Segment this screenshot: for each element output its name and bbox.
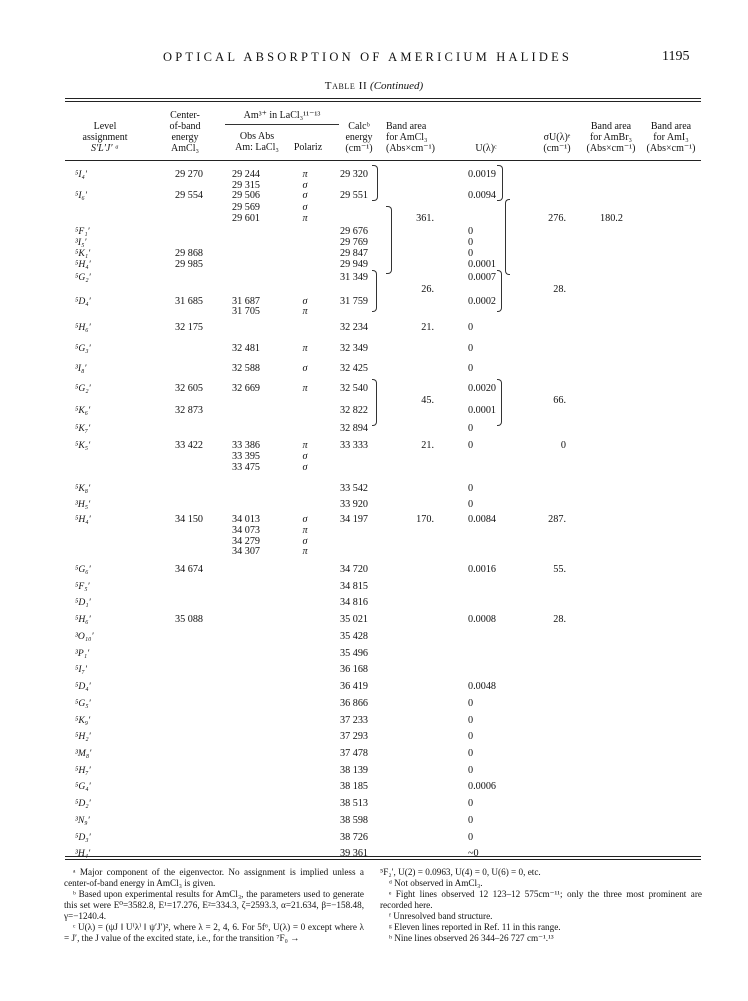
footnote-f: ᶠ Unresolved band structure. <box>389 911 493 921</box>
u-lambda-cell: 0.0048 <box>468 681 497 692</box>
u-lambda-cell: 0.0001 <box>468 405 497 416</box>
level-cell: ⁵G₄′ <box>75 781 91 792</box>
sigma-u-cell: 28. <box>553 614 566 625</box>
level-cell: ³P₁′ <box>75 648 90 659</box>
band-area-cell: 45. <box>421 395 434 406</box>
brace-u-2 <box>505 199 510 275</box>
calc-energy-cell: 35 428 <box>340 631 369 642</box>
col-header-ami-line1: Band area <box>650 121 692 132</box>
level-cell: ⁵D₁′ <box>75 597 91 608</box>
table-bottom-rule <box>65 856 701 857</box>
col-header-level-line2: assignment <box>82 132 128 143</box>
obs-abs-cell: 29 569 <box>232 202 261 213</box>
calc-energy-cell: 33 920 <box>340 499 369 510</box>
calc-energy-cell: 29 769 <box>340 237 369 248</box>
band-area-cell: 361. <box>416 213 434 224</box>
sigma-u-cell: 276. <box>548 213 566 224</box>
obs-abs-cell: 33 395 <box>232 451 261 462</box>
calc-energy-cell: 36 866 <box>340 698 369 709</box>
level-cell: ⁵I₆′ <box>75 190 87 201</box>
obs-abs-cell: 34 013 <box>232 514 261 525</box>
col-header-ambr-line1: Band area <box>590 121 632 132</box>
footnote-c: ᶜ U(λ) = (ψJ ‖ U⁽λ⁾ ‖ ψ′J′)², where λ = 2, 4, 6. For 5f⁶, U(λ) = 0 except where λ = J′, the J value of the excited state, i.e., for the transition ⁷F₀ → <box>64 922 364 944</box>
u-lambda-cell: ~0 <box>468 848 479 859</box>
obs-abs-cell: 34 307 <box>232 546 261 557</box>
polariz-cell: π <box>302 525 308 536</box>
polariz-cell: π <box>302 546 308 557</box>
center-energy-cell: 29 554 <box>174 190 203 201</box>
level-cell: ⁵F₁′ <box>75 226 90 237</box>
u-lambda-cell: 0.0020 <box>468 383 497 394</box>
obs-abs-cell: 33 475 <box>232 462 261 473</box>
polariz-cell: σ <box>302 536 308 547</box>
calc-energy-cell: 29 949 <box>340 259 369 270</box>
center-energy-cell: 32 873 <box>174 405 203 416</box>
level-cell: ⁵H₇′ <box>75 765 91 776</box>
col-header-center-line2: of-band <box>169 121 201 132</box>
col-header-u: U(λ)ᶜ <box>475 143 497 154</box>
level-cell: ⁵G₂′ <box>75 383 91 394</box>
obs-abs-cell: 29 244 <box>232 169 261 180</box>
level-cell: ⁵G₃′ <box>75 343 91 354</box>
calc-energy-cell: 36 168 <box>340 664 369 675</box>
calc-energy-cell: 39 361 <box>340 848 369 859</box>
table-top-rule-2 <box>65 101 701 102</box>
polariz-cell: σ <box>302 451 308 462</box>
polariz-cell: σ <box>302 363 308 374</box>
u-lambda-cell: 0.0007 <box>468 272 497 283</box>
obs-abs-cell: 34 073 <box>232 525 261 536</box>
center-energy-cell: 32 605 <box>174 383 203 394</box>
sigma-u-cell: 287. <box>548 514 566 525</box>
level-cell: ⁵D₄′ <box>75 681 91 692</box>
brace-u-4 <box>497 379 502 426</box>
col-header-calc-line3: (cm⁻¹) <box>345 143 373 154</box>
level-cell: ⁵K₈′ <box>75 483 91 494</box>
polariz-cell: σ <box>302 462 308 473</box>
polariz-cell: π <box>302 169 308 180</box>
obs-abs-cell: 34 279 <box>232 536 261 547</box>
polariz-cell: σ <box>302 180 308 191</box>
level-cell: ⁵H₄′ <box>75 259 91 270</box>
col-header-obs <box>222 131 292 153</box>
polariz-cell: π <box>302 213 308 224</box>
u-lambda-cell: 0 <box>468 798 474 809</box>
u-lambda-cell: 0 <box>468 237 474 248</box>
u-lambda-cell: 0 <box>468 698 474 709</box>
col-header-sigma-line2: (cm⁻¹) <box>543 143 571 154</box>
level-cell: ⁵I₇′ <box>75 664 87 675</box>
calc-energy-cell: 32 894 <box>340 423 369 434</box>
col-header-ambr-line2: for AmBr₃ <box>589 132 633 143</box>
level-cell: ³I₈′ <box>75 363 87 374</box>
polariz-cell: σ <box>302 202 308 213</box>
calc-energy-cell: 37 293 <box>340 731 369 742</box>
calc-energy-cell: 38 598 <box>340 815 369 826</box>
u-lambda-cell: 0.0094 <box>468 190 497 201</box>
calc-energy-cell: 38 139 <box>340 765 369 776</box>
sigma-u-cell: 55. <box>553 564 566 575</box>
level-cell: ⁵K₁′ <box>75 248 91 259</box>
table-caption-label: Table II <box>324 80 368 92</box>
u-lambda-cell: 0.0002 <box>468 296 497 307</box>
level-cell: ⁵H₆′ <box>75 614 91 625</box>
running-title: OPTICAL ABSORPTION OF AMERICIUM HALIDES <box>163 50 573 64</box>
brace-calc-4 <box>372 379 377 426</box>
brace-calc-3 <box>372 270 377 312</box>
calc-energy-cell: 35 496 <box>340 648 369 659</box>
u-lambda-cell: 0 <box>468 440 474 451</box>
u-lambda-cell: 0 <box>468 815 474 826</box>
col-header-level-line3: S′L′J′ ᵃ <box>90 143 120 154</box>
col-header-center-line3: energy <box>171 132 199 143</box>
level-cell: ⁵H₄′ <box>75 514 91 525</box>
band-area-cell: 21. <box>421 322 434 333</box>
col-header-sigma-line1: σU(λ)ᵉ <box>543 132 571 143</box>
level-cell: ³O₁₀′ <box>75 631 94 642</box>
u-lambda-cell: 0.0016 <box>468 564 497 575</box>
center-energy-cell: 34 674 <box>174 564 203 575</box>
calc-energy-cell: 29 847 <box>340 248 369 259</box>
polariz-cell: σ <box>302 296 308 307</box>
center-energy-cell: 33 422 <box>174 440 203 451</box>
calc-energy-cell: 32 822 <box>340 405 369 416</box>
level-cell: ³M₈′ <box>75 748 92 759</box>
col-header-obs-line1: Obs Abs <box>239 131 275 142</box>
header-bottom-rule <box>65 160 701 161</box>
center-energy-cell: 32 175 <box>174 322 203 333</box>
table-top-rule <box>65 98 701 99</box>
footnote-h: ʰ Nine lines observed 26 344–26 727 cm⁻¹.¹³ <box>389 933 554 943</box>
polariz-cell: π <box>302 383 308 394</box>
center-energy-cell: 29 985 <box>174 259 203 270</box>
center-energy-cell: 29 270 <box>174 169 203 180</box>
calc-energy-cell: 37 233 <box>340 715 369 726</box>
u-lambda-cell: 0 <box>468 832 474 843</box>
center-energy-cell: 34 150 <box>174 514 203 525</box>
u-lambda-cell: 0 <box>468 731 474 742</box>
u-lambda-cell: 0.0084 <box>468 514 497 525</box>
level-cell: ³H₅′ <box>75 499 91 510</box>
band-area-cell: 21. <box>421 440 434 451</box>
polariz-cell: σ <box>302 190 308 201</box>
polariz-cell: π <box>302 343 308 354</box>
calc-energy-cell: 38 513 <box>340 798 369 809</box>
group-header-rule <box>225 124 339 125</box>
level-cell: ⁵D₃′ <box>75 832 91 843</box>
col-header-band-line1: Band area <box>386 121 427 132</box>
obs-abs-cell: 29 315 <box>232 180 261 191</box>
footnote-e: ᵉ Fight lines observed 12 123–12 575cm⁻¹¹; only the three most prominent are recorded here. <box>380 889 702 911</box>
sigma-u-cell: 0 <box>560 440 566 451</box>
u-lambda-cell: 0 <box>468 483 474 494</box>
calc-energy-cell: 38 726 <box>340 832 369 843</box>
u-lambda-cell: 0 <box>468 765 474 776</box>
page-number: 1195 <box>662 49 690 64</box>
calc-energy-cell: 29 551 <box>340 190 369 201</box>
col-header-calc <box>335 121 383 154</box>
level-cell: ⁵K₉′ <box>75 715 91 726</box>
level-cell: ⁵G₂′ <box>75 272 91 283</box>
calc-energy-cell: 29 676 <box>340 226 369 237</box>
col-header-ambr-line3: (Abs×cm⁻¹) <box>586 143 636 154</box>
col-header-ami-line3: (Abs×cm⁻¹) <box>646 143 696 154</box>
u-lambda-cell: 0 <box>468 322 474 333</box>
u-lambda-cell: 0.0006 <box>468 781 497 792</box>
level-cell: ⁵D₄′ <box>75 296 91 307</box>
calc-energy-cell: 34 816 <box>340 597 369 608</box>
level-cell: ⁵I₄′ <box>75 169 87 180</box>
table-bottom-rule-2 <box>65 859 701 860</box>
calc-energy-cell: 33 542 <box>340 483 369 494</box>
obs-abs-cell: 29 601 <box>232 213 261 224</box>
sigma-u-cell: 28. <box>553 284 566 295</box>
ambr-band-cell: 180.2 <box>600 213 623 224</box>
calc-energy-cell: 38 185 <box>340 781 369 792</box>
level-cell: ³I₅′ <box>75 237 87 248</box>
running-header <box>0 50 748 70</box>
col-header-ami <box>640 121 702 154</box>
col-header-calc-line2: energy <box>345 132 373 143</box>
center-energy-cell: 31 685 <box>174 296 203 307</box>
calc-energy-cell: 32 234 <box>340 322 369 333</box>
level-cell: ⁵H₆′ <box>75 322 91 333</box>
level-cell: ⁵K₆′ <box>75 405 91 416</box>
col-header-band-line3: (Abs×cm⁻¹) <box>386 143 435 154</box>
level-cell: ⁵H₂′ <box>75 731 91 742</box>
col-header-obs-line2: Am: LaCl₃ <box>235 142 279 153</box>
level-cell: ³N₉′ <box>75 815 90 826</box>
u-lambda-cell: 0 <box>468 715 474 726</box>
u-lambda-cell: 0 <box>468 748 474 759</box>
obs-abs-cell: 29 506 <box>232 190 261 201</box>
footnote-c-cont: ⁵F₂′, U(2) = 0.0963, U(4) = 0, U(6) = 0, etc. <box>380 867 541 877</box>
u-lambda-cell: 0 <box>468 363 474 374</box>
col-header-calc-line1: Calcᵇ <box>348 121 370 132</box>
obs-abs-cell: 32 481 <box>232 343 261 354</box>
calc-energy-cell: 34 720 <box>340 564 369 575</box>
level-cell: ⁵D₂′ <box>75 798 91 809</box>
u-lambda-cell: 0.0008 <box>468 614 497 625</box>
col-header-polariz: Polariz <box>293 142 323 153</box>
center-energy-cell: 35 088 <box>174 614 203 625</box>
calc-energy-cell: 35 021 <box>340 614 369 625</box>
center-energy-cell: 29 868 <box>174 248 203 259</box>
calc-energy-cell: 32 540 <box>340 383 369 394</box>
level-cell: ³H₄′ <box>75 848 91 859</box>
col-header-center <box>160 110 210 154</box>
col-header-band <box>386 121 448 154</box>
obs-abs-cell: 31 705 <box>232 306 261 317</box>
u-lambda-cell: 0 <box>468 226 474 237</box>
u-lambda-cell: 0.0019 <box>468 169 497 180</box>
calc-energy-cell: 36 419 <box>340 681 369 692</box>
brace-calc-2 <box>386 206 392 274</box>
col-header-center-line4: AmCl₃ <box>171 143 199 154</box>
col-group-header: Am³⁺ in LaCl₃¹¹⁻¹³ <box>243 110 321 121</box>
calc-energy-cell: 31 759 <box>340 296 369 307</box>
polariz-cell: π <box>302 440 308 451</box>
obs-abs-cell: 31 687 <box>232 296 261 307</box>
footnote-g: ᵍ Eleven lines reported in Ref. 11 in this range. <box>389 922 561 932</box>
obs-abs-cell: 32 588 <box>232 363 261 374</box>
calc-energy-cell: 31 349 <box>340 272 369 283</box>
footnote-a: ᵃ Major component of the eigenvector. No assignment is implied unless a center-of-band energy in AmCl₃ is given. <box>64 867 364 889</box>
calc-energy-cell: 34 197 <box>340 514 369 525</box>
u-lambda-cell: 0.0001 <box>468 259 497 270</box>
u-lambda-cell: 0 <box>468 343 474 354</box>
level-cell: ⁵F₅′ <box>75 581 90 592</box>
level-cell: ⁵K₅′ <box>75 440 91 451</box>
obs-abs-cell: 33 386 <box>232 440 261 451</box>
brace-calc-1 <box>372 165 378 201</box>
col-header-sigma <box>534 132 580 154</box>
col-header-band-line2: for AmCl₃ <box>386 132 428 143</box>
calc-energy-cell: 33 333 <box>340 440 369 451</box>
obs-abs-cell: 32 669 <box>232 383 261 394</box>
footnote-b: ᵇ Based upon experimental results for AmCl₃, the parameters used to generate this set were E⁰=3582.8, E¹=17.276, E²=334.3, ζ=2593.3, α=21.634, β=−158.48, γ=−1240.4. <box>64 889 364 922</box>
col-header-ambr <box>580 121 642 154</box>
brace-u-3 <box>497 270 502 312</box>
band-area-cell: 170. <box>416 514 434 525</box>
u-lambda-cell: 0 <box>468 248 474 259</box>
col-header-level <box>68 121 142 154</box>
polariz-cell: σ <box>302 514 308 525</box>
col-header-level-line1: Level <box>93 121 117 132</box>
calc-energy-cell: 29 320 <box>340 169 369 180</box>
level-cell: ⁵G₅′ <box>75 698 91 709</box>
col-header-ami-line2: for AmI₃ <box>653 132 689 143</box>
calc-energy-cell: 37 478 <box>340 748 369 759</box>
band-area-cell: 26. <box>421 284 434 295</box>
u-lambda-cell: 0 <box>468 499 474 510</box>
brace-u-1 <box>497 165 503 201</box>
calc-energy-cell: 34 815 <box>340 581 369 592</box>
u-lambda-cell: 0 <box>468 423 474 434</box>
col-header-center-line1: Center- <box>170 110 200 121</box>
level-cell: ⁵G₆′ <box>75 564 91 575</box>
table-caption <box>0 80 748 92</box>
table-caption-continued: (Continued) <box>370 80 424 92</box>
sigma-u-cell: 66. <box>553 395 566 406</box>
polariz-cell: π <box>302 306 308 317</box>
level-cell: ⁵K₇′ <box>75 423 91 434</box>
calc-energy-cell: 32 349 <box>340 343 369 354</box>
footnote-d: ᵈ Not observed in AmCl₃. <box>389 878 483 888</box>
calc-energy-cell: 32 425 <box>340 363 369 374</box>
